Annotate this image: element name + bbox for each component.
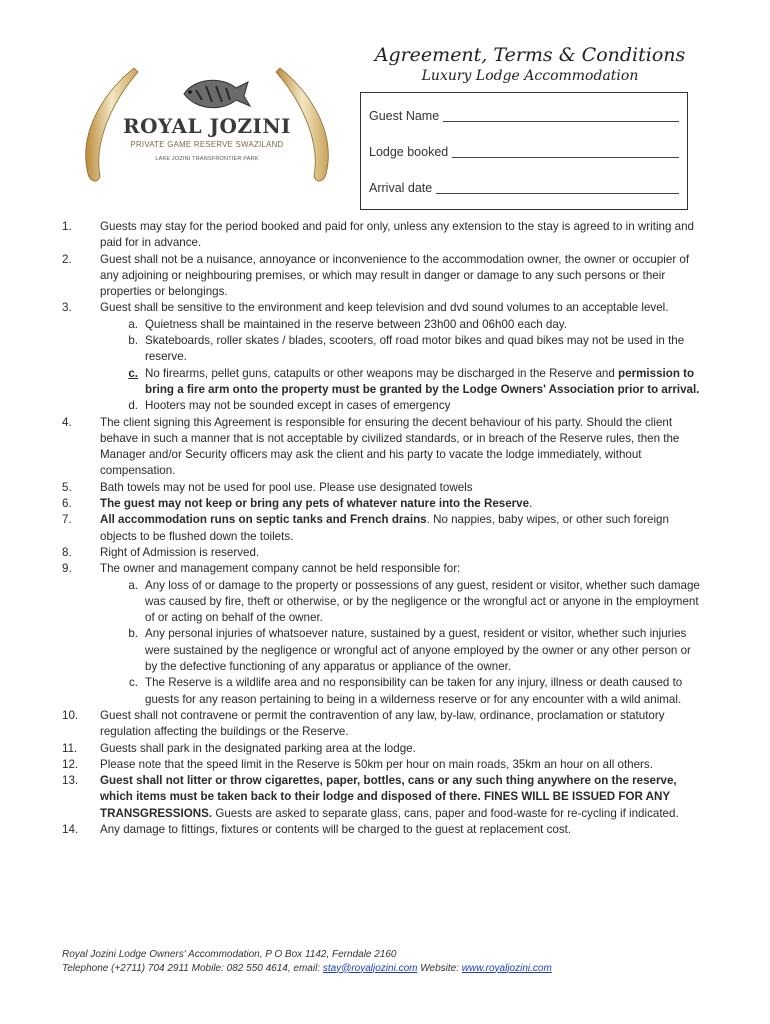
terms-list [62, 219, 702, 838]
logo-brand: ROYAL JOZINI [122, 114, 292, 138]
guest-name-row [369, 109, 679, 145]
term-text: Quietness shall be maintained in the reserve between 23h00 and 06h00 each day. [145, 317, 567, 331]
term-text: Any loss of or damage to the property or possessions of any guest, resident or visitor, whether such damage was caused by fire, theft or otherwise, or by the negligence or the wrongful act or anyone in the employment of or acting on behalf of the owner. [145, 578, 700, 625]
term-14: 14. Any damage to fittings, fixtures or contents will be charged to the guest at replacement cost. [62, 822, 702, 838]
term-text: No firearms, pellet guns, catapults or other weapons may be discharged in the Reserve and [145, 366, 615, 380]
term-10: 10. Guest shall not contravene or permit the contravention of any law, by-law, ordinance, proclamation or statutory regulation affecting the buildings or the Reserve. [62, 708, 702, 741]
footer-website-label: Website: [417, 962, 462, 974]
guest-name-label: Guest Name [369, 109, 440, 123]
term-text: Guest shall not contravene or permit the contravention of any law, by-law, ordinance, proclamation or statutory regulation affecting the buildings or the Reserve. [100, 708, 665, 739]
page-title: Agreement, Terms & Conditions [374, 44, 686, 66]
term-text: Please note that the speed limit in the Reserve is 50km per hour on main roads, 35km an hour on all others. [100, 757, 653, 771]
logo-subline: LAKE JOZINI TRANSFRONTIER PARK [155, 156, 259, 162]
footer-address: Royal Jozini Lodge Owners' Accommodation, P O Box 1142, Ferndale 2160 [62, 949, 397, 960]
term-3a: a. Quietness shall be maintained in the reserve between 23h00 and 06h00 each day. [120, 317, 702, 333]
term-9a: a. Any loss of or damage to the property or possessions of any guest, resident or visitor, whether such damage was caused by fire, theft or otherwise, or by the negligence or the wrongful act or anyone in the employment of or acting on behalf of the owner. [120, 578, 702, 627]
term-text: The client signing this Agreement is responsible for ensuring the decent behaviour of his party. Should the client behave in such a manner that is not acceptable by civilized standards, or in breach of the Reserve rules, then the Manager and/or Security officers may ask the client and his party to vacate the lodge immediately, without compensation. [100, 415, 680, 478]
term-text-bold: The guest may not keep or bring any pets of whatever nature into the Reserve [100, 497, 530, 511]
arrival-date-label: Arrival date [369, 181, 433, 195]
term-text: Right of Admission is reserved. [100, 545, 260, 559]
term-3: 3. Guest shall be sensitive to the environment and keep television and dvd sound volumes to an acceptable level. [62, 300, 702, 316]
term-text: Any personal injuries of whatsoever nature, sustained by a guest, resident or visitor, whether such injuries were sustained by the negligence or wrongful act of anyone employed by the owner or any other person or by the defective functioning of any apparatus or appliance of the owner. [145, 627, 691, 674]
term-9b: b. Any personal injuries of whatsoever nature, sustained by a guest, resident or visitor, whether such injuries were sustained by the negligence or wrongful act of anyone employed by the owner or any other person or by the defective functioning of any apparatus or appliance of the owner. [120, 626, 702, 675]
footer [62, 948, 722, 975]
term-9c: c. The Reserve is a wildlife area and no responsibility can be taken for any injury, illness or death caused to guests for any reason pertaining to being in a wilderness reserve or for any encounter with a wild animal. [120, 675, 702, 708]
term-text-bold: Guest shall not litter or throw cigarettes, paper, bottles, cans or any such thing anywhere on the reserve, which items must be taken back to their lodge and disposed of there. FINES WILL BE ISSUED FOR ANY TRANSGRESSIONS. [100, 774, 677, 820]
lodge-booked-label: Lodge booked [369, 145, 449, 159]
term-text: Guests are asked to separate glass, cans, paper and food-waste for re-cycling if indicated. [212, 806, 679, 820]
term-3c: c. No firearms, pellet guns, catapults or other weapons may be discharged in the Reserve and permission to bring a fire arm onto the property must be granted by the Lodge Owners' Association prior to arrival. [128, 366, 700, 396]
lodge-booked-field[interactable] [452, 145, 679, 158]
term-6: 6. The guest may not keep or bring any pets of whatever nature into the Reserve. [62, 497, 533, 511]
term-text: Guests may stay for the period booked and paid for only, unless any extension to the stay is agreed to in writing and paid for in advance. [100, 220, 694, 250]
page-subtitle: Luxury Lodge Accommodation [421, 68, 639, 84]
term-text-bold: permission to bring a fire arm onto the property must be granted by the Lodge Owners' Association prior to arrival. [145, 366, 700, 396]
royal-jozini-logo [72, 64, 342, 184]
guest-details-box [360, 92, 688, 210]
footer-phone: Telephone (+2711) 704 2911 Mobile: 082 550 4614, email: [62, 962, 323, 974]
arrival-date-field[interactable] [436, 181, 679, 194]
term-text-bold: All accommodation runs on septic tanks and French drains [100, 513, 427, 527]
term-1: 1. Guests may stay for the period booked and paid for only, unless any extension to the stay is agreed to in writing and paid for in advance. [62, 219, 702, 252]
term-text: . No nappies, baby wipes, or other such foreign objects to be flushed down the toilets. [100, 513, 669, 543]
term-3d: d. Hooters may not be sounded except in cases of emergency [120, 398, 702, 414]
term-3b: b. Skateboards, roller skates / blades, scooters, off road motor bikes and quad bikes may not be used in the reserve. [120, 333, 702, 366]
term-5: 5. Bath towels may not be used for pool use. Please use designated towels [62, 480, 702, 496]
footer-email-link[interactable]: stay@royaljozini.com [322, 962, 418, 974]
term-2: 2. Guest shall not be a nuisance, annoyance or inconvenience to the accommodation owner, the owner or occupier of any adjoining or neighbouring premises, or which may result in danger or damage to any such persons or their properties or belongings. [62, 252, 702, 301]
term-12: 12. Please note that the speed limit in the Reserve is 50km per hour on main roads, 35km an hour on all others. [62, 757, 702, 773]
term-text: Hooters may not be sounded except in cases of emergency [145, 399, 451, 413]
logo-tagline: PRIVATE GAME RESERVE SWAZILAND [130, 140, 284, 149]
term-text: Guests shall park in the designated parking area at the lodge. [100, 741, 416, 755]
term-11: 11. Guests shall park in the designated parking area at the lodge. [62, 741, 702, 757]
term-7: 7. All accommodation runs on septic tanks and French drains. No nappies, baby wipes, or other such foreign objects to be flushed down the toilets. [62, 513, 669, 543]
tiger-fish-icon [184, 80, 250, 107]
term-text: Bath towels may not be used for pool use. Please use designated towels [100, 480, 473, 494]
term-text: Guest shall not be a nuisance, annoyance or inconvenience to the accommodation owner, the owner or occupier of any adjoining or neighbouring premises, or which may result in danger or damage to any such persons or their properties or belongings. [100, 252, 690, 299]
term-13: 13. Guest shall not litter or throw cigarettes, paper, bottles, cans or any such thing anywhere on the reserve, which items must be taken back to their lodge and disposed of there. FINES WILL BE ISSUED FOR ANY TRANSGRESSIONS. Guests are asked to separate glass, cans, paper and food-waste for re-cycling if indicated. [62, 774, 679, 820]
term-text: The Reserve is a wildlife area and no responsibility can be taken for any injury, illness or death caused to guests for any reason pertaining to being in a wilderness reserve or for any encounter with a wild animal. [145, 676, 683, 706]
term-4: 4. The client signing this Agreement is responsible for ensuring the decent behaviour of his party. Should the client behave in such a manner that is not acceptable by civilized standards, or in breach of the Reserve rules, then the Manager and/or Security officers may ask the client and his party to vacate the lodge immediately, without compensation. [62, 415, 702, 480]
footer-contact [62, 962, 722, 976]
term-8: 8. Right of Admission is reserved. [62, 545, 702, 561]
term-text: Any damage to fittings, fixtures or contents will be charged to the guest at replacement cost. [100, 822, 572, 836]
term-text: Skateboards, roller skates / blades, scooters, off road motor bikes and quad bikes may not be used in the reserve. [145, 334, 685, 364]
footer-website-link[interactable]: www.royaljozini.com [461, 962, 552, 974]
term-9: 9. The owner and management company cannot be held responsible for: [62, 561, 702, 577]
term-text: The owner and management company cannot be held responsible for: [100, 562, 461, 576]
arrival-date-row [369, 181, 679, 217]
guest-name-field[interactable] [443, 109, 679, 122]
term-text: Guest shall be sensitive to the environment and keep television and dvd sound volumes to an acceptable level. [100, 301, 669, 315]
lodge-booked-row [369, 145, 679, 181]
